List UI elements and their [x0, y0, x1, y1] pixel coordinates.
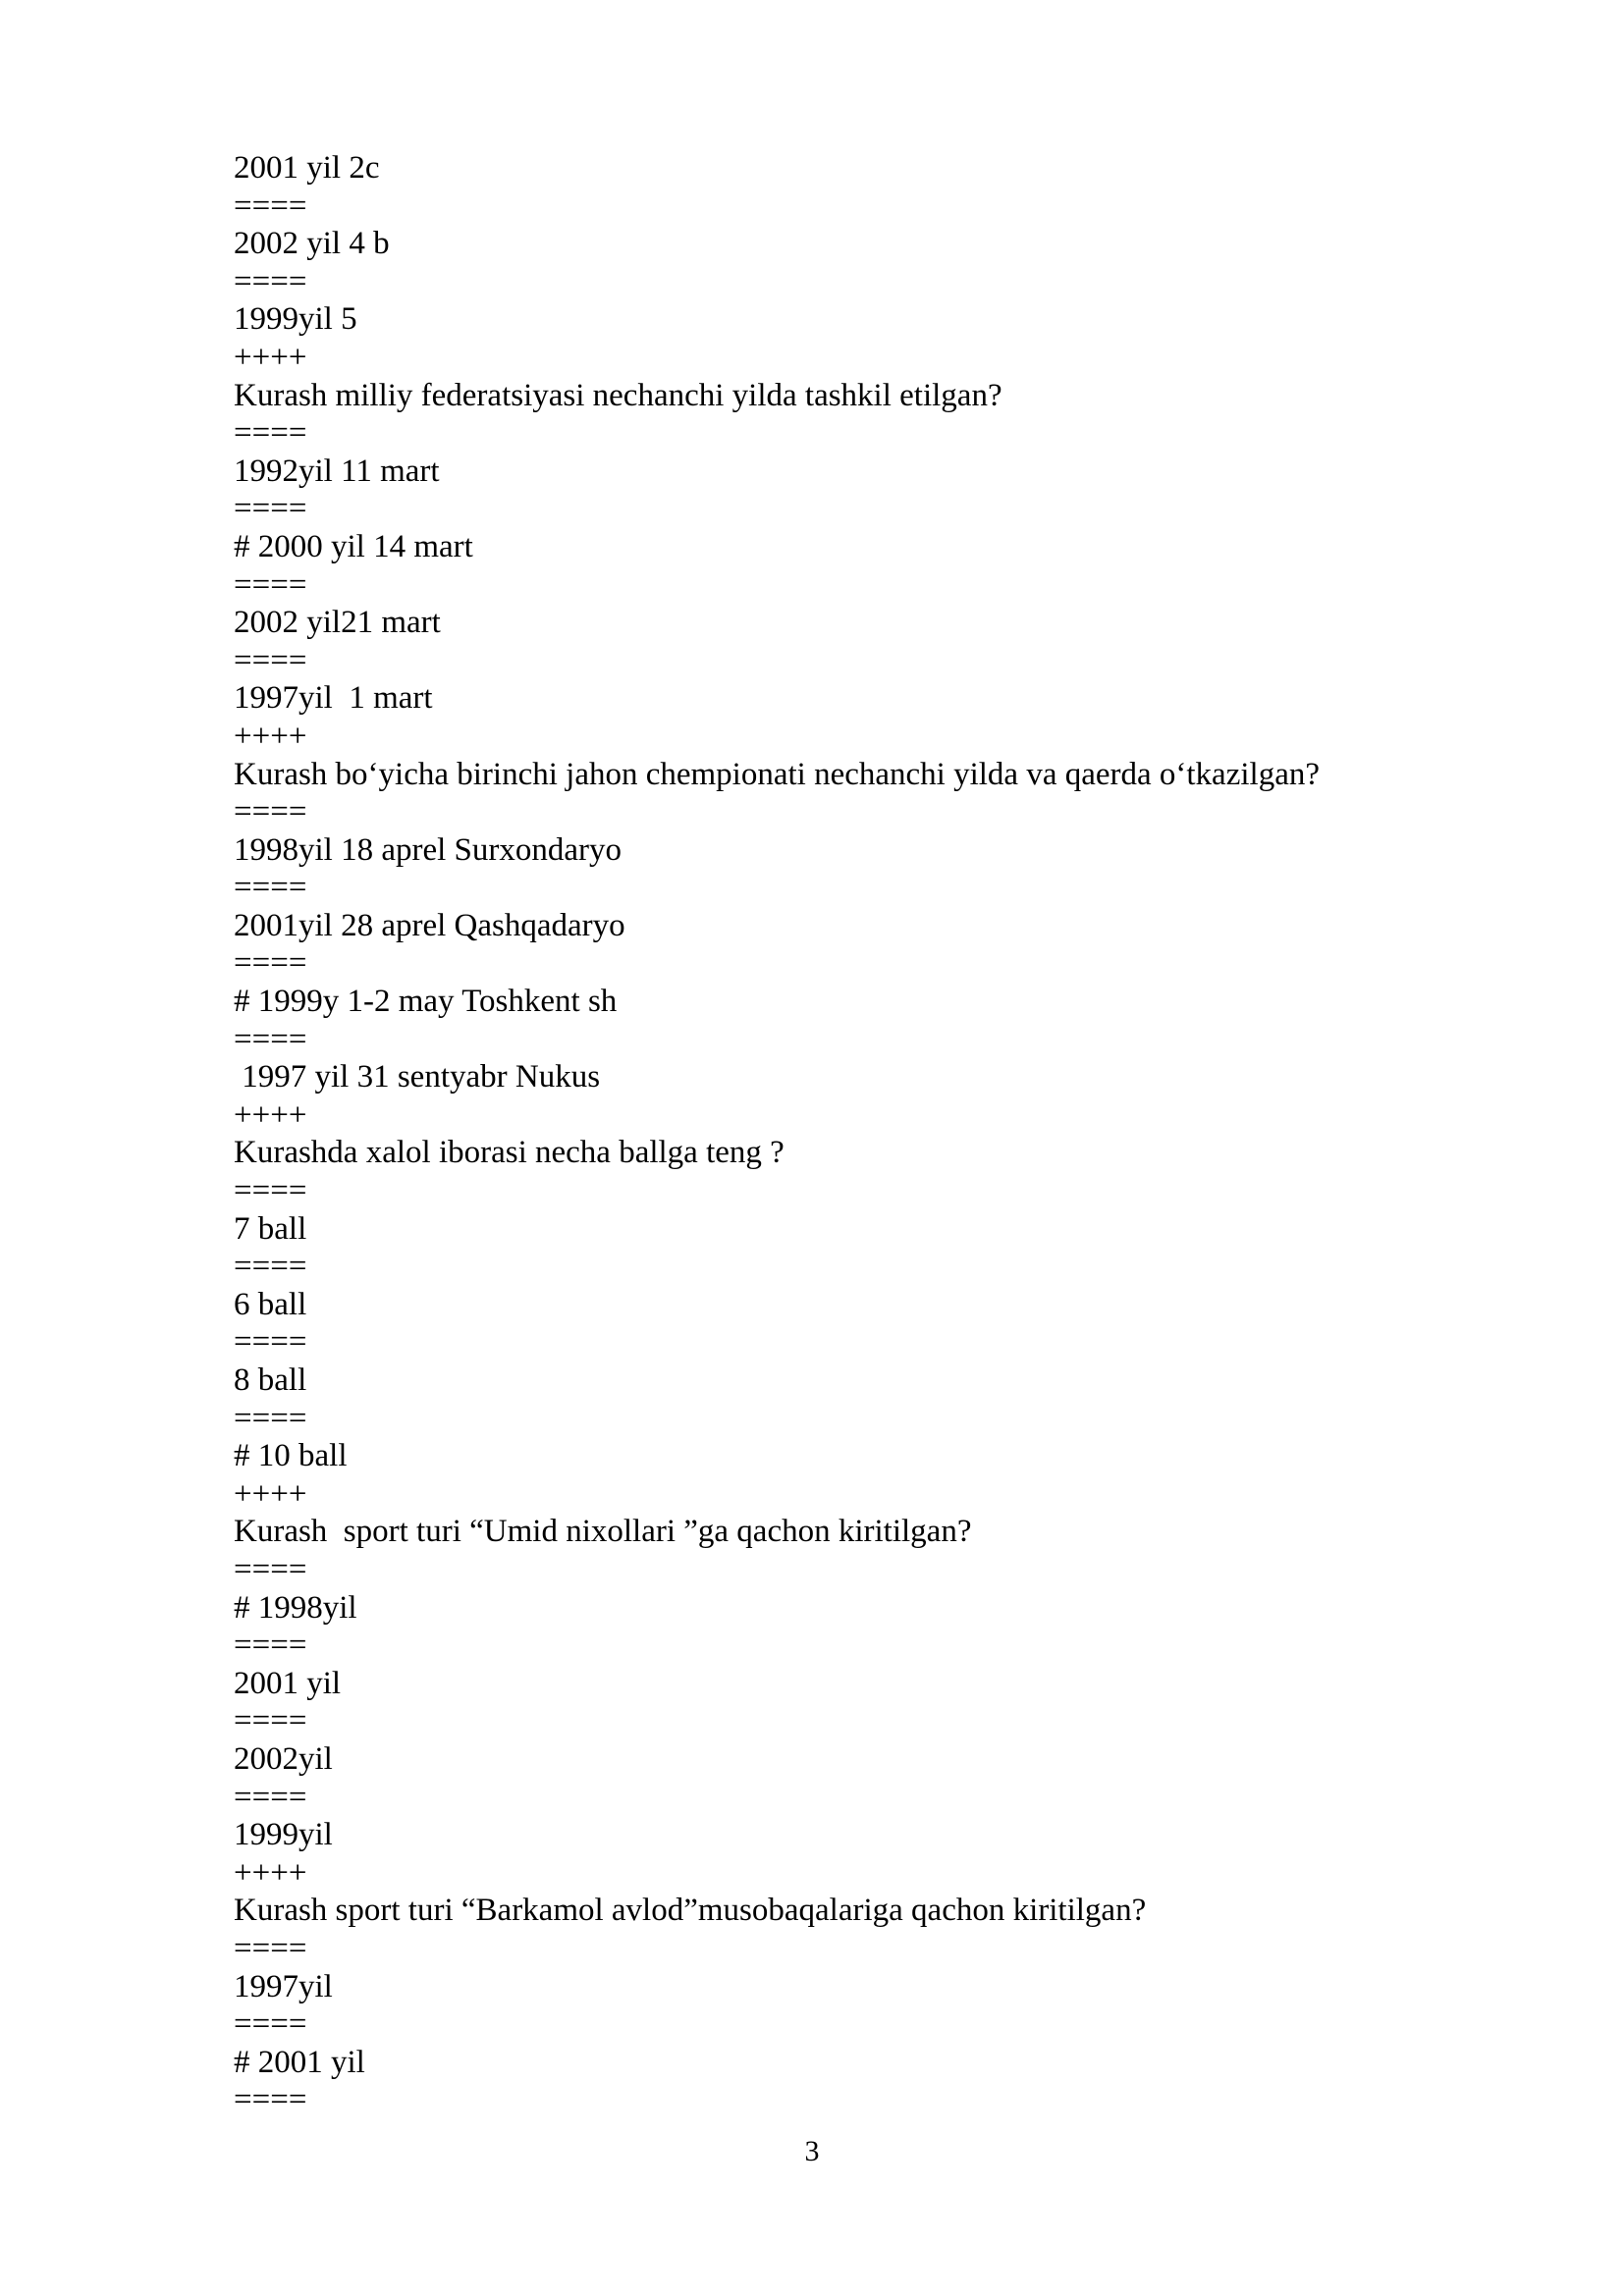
- option-separator: ====: [234, 870, 307, 906]
- option-separator: ====: [234, 187, 307, 224]
- option-separator: ====: [234, 1628, 307, 1664]
- option-separator: ====: [234, 1249, 307, 1285]
- question-separator: ++++: [234, 1854, 307, 1891]
- question-text: Kurash bo‘yicha birinchi jahon chempionati nechanchi yilda va qaerda o‘tkazilgan?: [234, 756, 1320, 792]
- option-separator: ====: [234, 794, 307, 830]
- answer-option: 2001yil 28 aprel Qashqadaryo: [234, 907, 625, 943]
- answer-option: 2002yil: [234, 1740, 333, 1777]
- answer-option-correct: # 1999y 1-2 may Toshkent sh: [234, 984, 618, 1020]
- option-separator: ====: [234, 1400, 307, 1436]
- option-separator: ====: [234, 1930, 307, 1966]
- question-separator: ++++: [234, 718, 307, 754]
- page-number: 3: [804, 2135, 820, 2167]
- answer-option: 1999yil: [234, 1817, 333, 1853]
- option-separator: ====: [234, 566, 307, 603]
- option-separator: ====: [234, 1021, 307, 1057]
- answer-option: 7 ball: [234, 1210, 307, 1247]
- answer-option: 1997yil 1 mart: [234, 680, 433, 717]
- question-separator: ++++: [234, 1475, 307, 1512]
- option-separator: ====: [234, 1324, 307, 1361]
- option-separator: ====: [234, 2006, 307, 2043]
- question-text: Kurashda xalol iborasi necha ballga teng ?: [234, 1135, 785, 1171]
- answer-option: 1999yil 5: [234, 301, 357, 338]
- answer-option: 2002 yil 4 b: [234, 226, 390, 262]
- question-text: Kurash milliy federatsiyasi nechanchi yilda tashkil etilgan?: [234, 377, 1002, 413]
- option-separator: ====: [234, 945, 307, 982]
- answer-option: 1992yil 11 mart: [234, 453, 440, 489]
- option-separator: ====: [234, 2082, 307, 2118]
- answer-option: 8 ball: [234, 1362, 307, 1398]
- answer-option: 1997 yil 31 sentyabr Nukus: [234, 1059, 601, 1095]
- question-separator: ++++: [234, 339, 307, 375]
- option-separator: ====: [234, 1779, 307, 1815]
- question-separator: ++++: [234, 1096, 307, 1133]
- option-separator: ====: [234, 263, 307, 299]
- answer-option-correct: # 10 ball: [234, 1438, 348, 1474]
- answer-option-correct: # 1998yil: [234, 1589, 357, 1626]
- option-separator: ====: [234, 1551, 307, 1587]
- answer-option: 1997yil: [234, 1968, 333, 2004]
- answer-option-correct: # 2001 yil: [234, 2044, 365, 2080]
- answer-option: 2001 yil 2c: [234, 150, 380, 186]
- option-separator: ====: [234, 1173, 307, 1209]
- document-body: [234, 149, 1510, 2119]
- question-text: Kurash sport turi “Umid nixollari ”ga qachon kiritilgan?: [234, 1514, 972, 1550]
- answer-option: 2002 yil21 mart: [234, 605, 441, 641]
- option-separator: ====: [234, 642, 307, 678]
- question-text: Kurash sport turi “Barkamol avlod”musobaqalariga qachon kiritilgan?: [234, 1893, 1147, 1929]
- answer-option: 1998yil 18 aprel Surxondaryo: [234, 831, 623, 868]
- option-separator: ====: [234, 491, 307, 527]
- option-separator: ====: [234, 1703, 307, 1739]
- answer-option: 2001 yil: [234, 1665, 342, 1701]
- answer-option: 6 ball: [234, 1286, 307, 1322]
- answer-option-correct: # 2000 yil 14 mart: [234, 528, 473, 564]
- option-separator: ====: [234, 415, 307, 452]
